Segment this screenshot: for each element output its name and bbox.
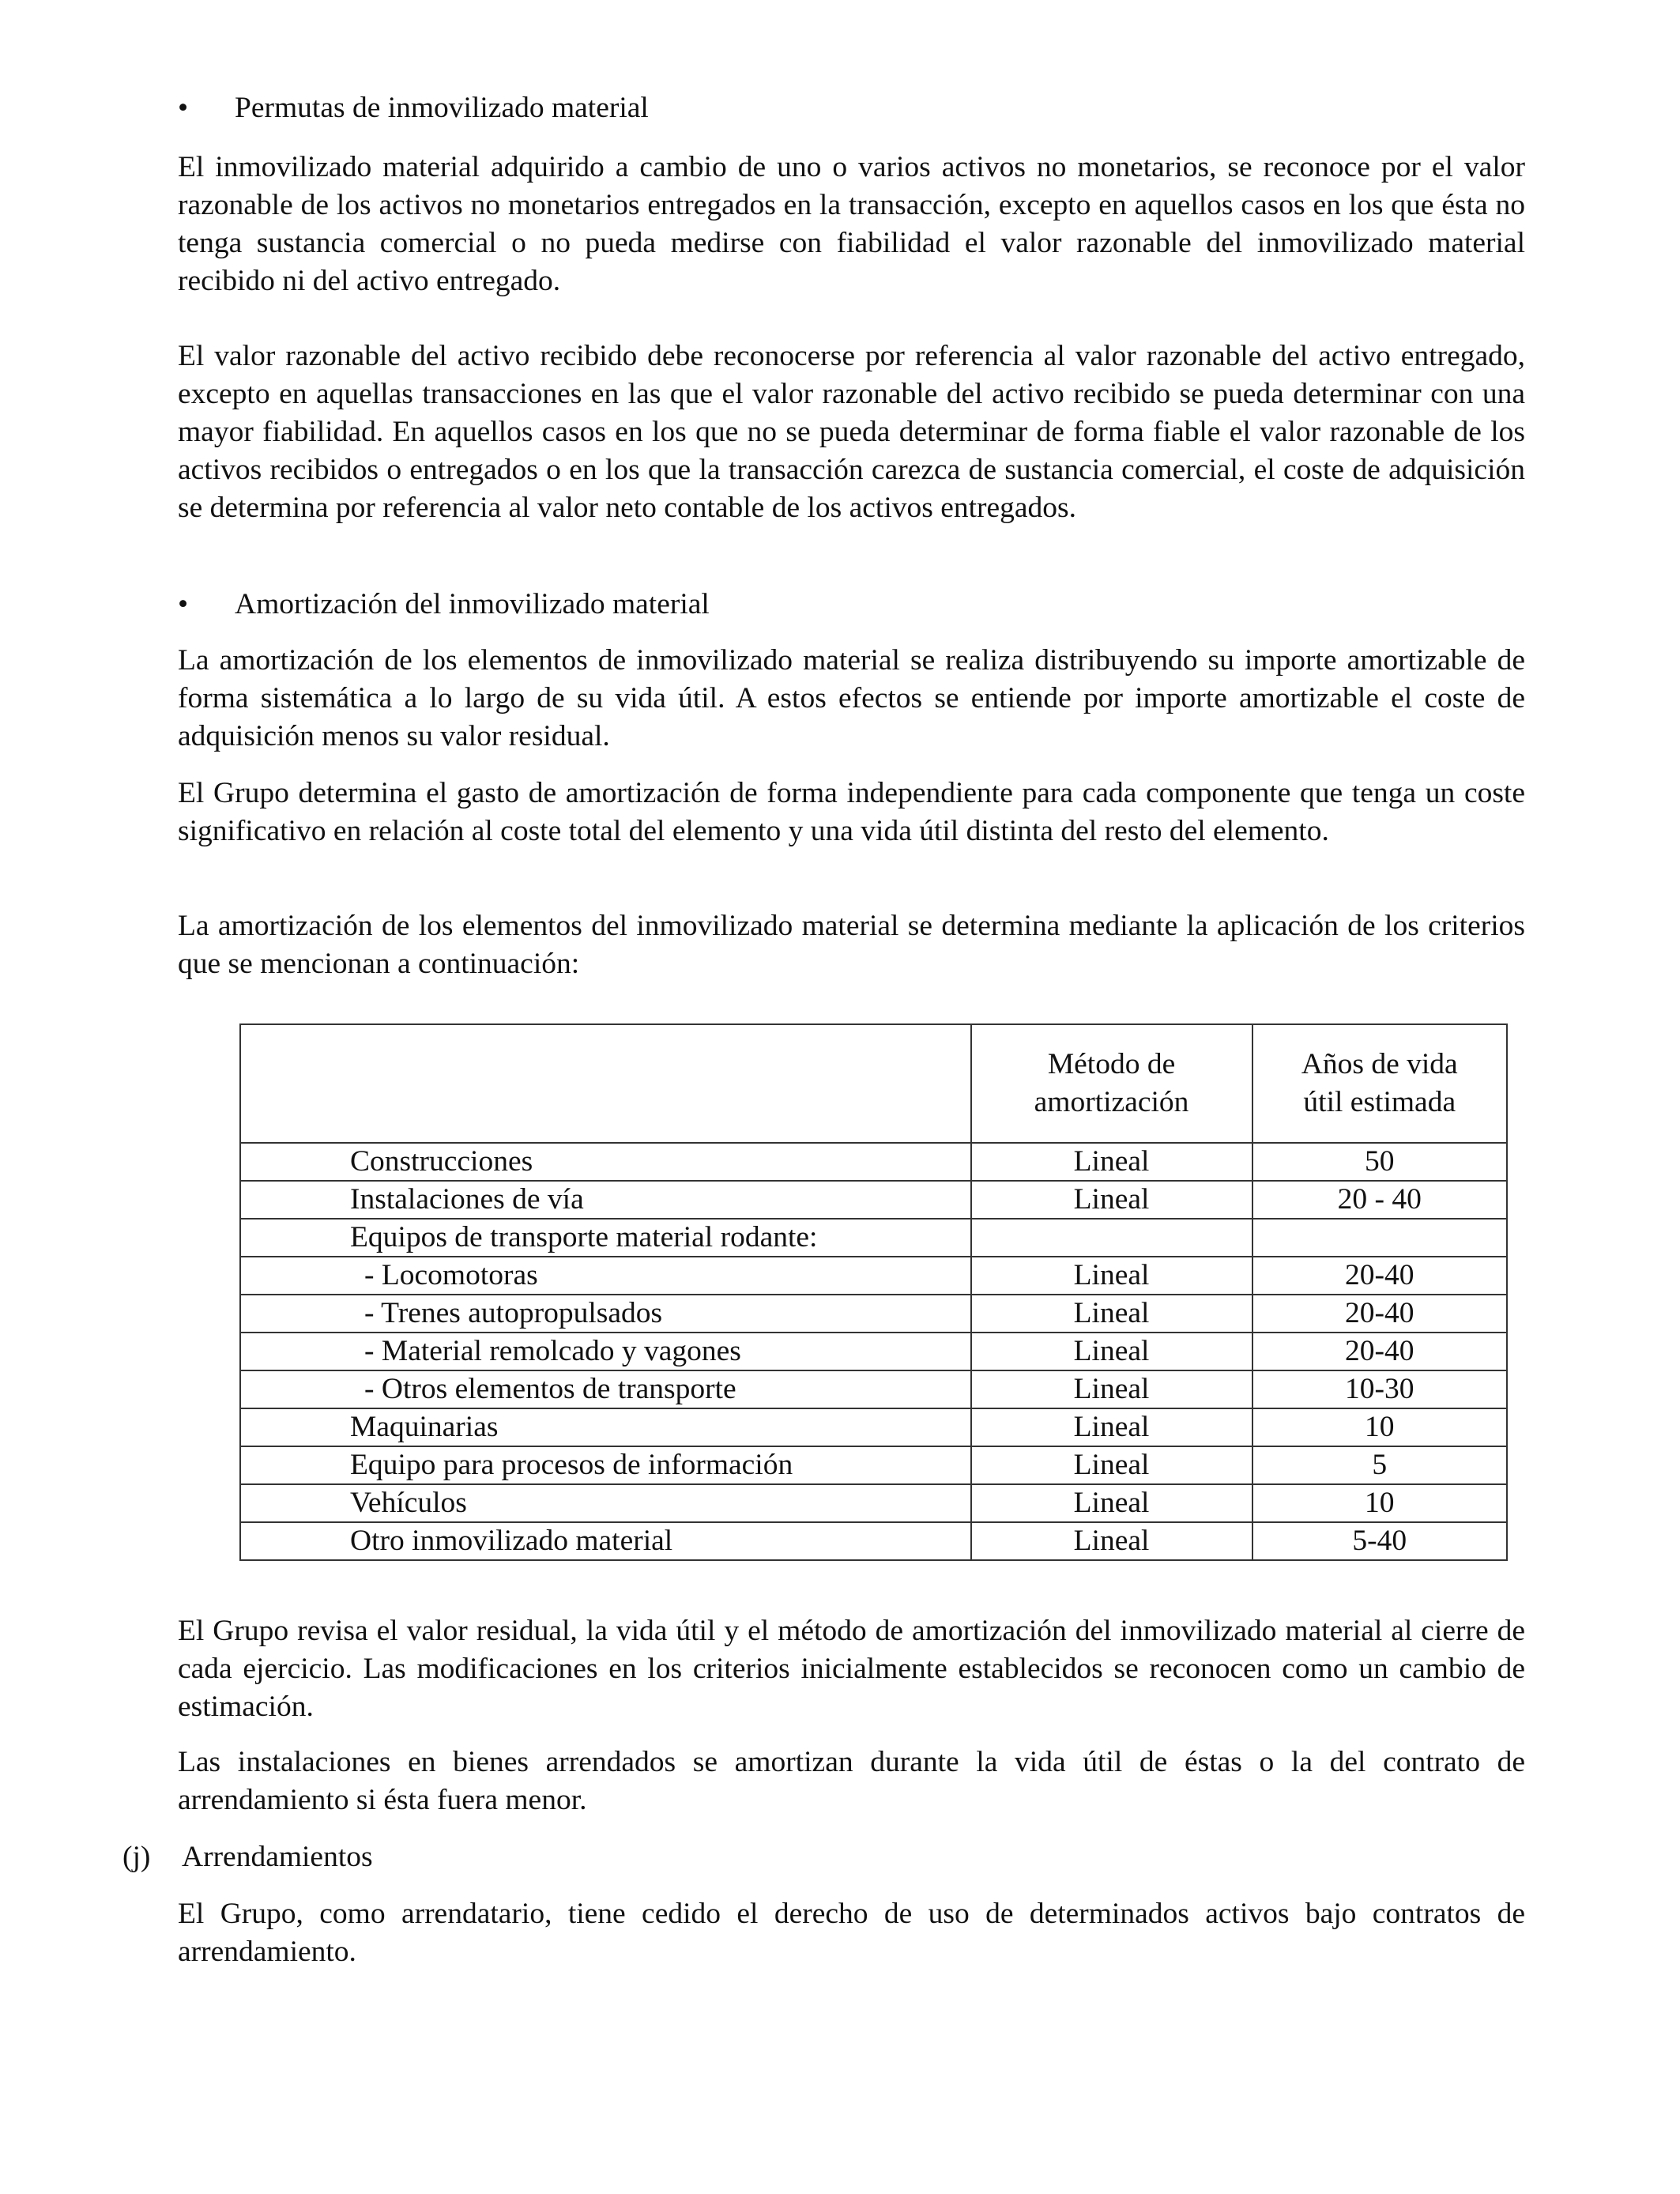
- paragraph-8: El Grupo, como arrendatario, tiene cedido el derecho de uso de determinados activos bajo contratos de arrendamiento.: [178, 1898, 1525, 1968]
- row-method-cell: Lineal: [971, 1484, 1252, 1522]
- row-method-cell: [971, 1219, 1252, 1257]
- table-header-row: [240, 1024, 1507, 1143]
- table-row: [240, 1219, 1507, 1257]
- row-years-cell: [1252, 1219, 1507, 1257]
- row-years-cell: 5: [1252, 1446, 1507, 1484]
- table-row: [240, 1295, 1507, 1333]
- row-label-cell: Maquinarias: [240, 1408, 971, 1446]
- row-method-cell: Lineal: [971, 1333, 1252, 1370]
- paragraph-1: El inmovilizado material adquirido a cambio de uno o varios activos no monetarios, se reconoce por el valor razonable de los activos no monetarios entregados en la transacción, excepto en aquellos casos en los que ésta no tenga sustancia comercial o no pueda medirse con fiabilidad el valor razonable del inmovilizado material recibido ni del activo entregado.: [178, 151, 1525, 297]
- subsection-marker: (j): [122, 1841, 151, 1873]
- row-label-cell: Equipos de transporte material rodante:: [240, 1219, 971, 1257]
- row-method-cell: Lineal: [971, 1446, 1252, 1484]
- paragraph-2: El valor razonable del activo recibido debe reconocerse por referencia al valor razonable del activo entregado, excepto en aquellas transacciones en las que el valor razonable del activo recibido se pueda determinar con una mayor fiabilidad. En aquellos casos en los que no se pueda determinar de forma fiable el valor razonable de los activos recibidos o entregados o en los que la transacción carezca de sustancia comercial, el coste de adquisición se determina por referencia al valor neto contable de los activos entregados.: [178, 340, 1525, 524]
- table-row: [240, 1257, 1507, 1295]
- row-years-cell: 10: [1252, 1408, 1507, 1446]
- row-label-cell: Instalaciones de vía: [240, 1181, 971, 1219]
- depreciation-table: [239, 1023, 1508, 1561]
- row-years-cell: 20 - 40: [1252, 1181, 1507, 1219]
- table-row: [240, 1484, 1507, 1522]
- row-method-cell: Lineal: [971, 1143, 1252, 1181]
- table-row: [240, 1181, 1507, 1219]
- paragraph-4: El Grupo determina el gasto de amortización de forma independiente para cada componente que tenga un coste significativo en relación al coste total del elemento y una vida útil distinta del resto del elemento.: [178, 777, 1525, 847]
- row-label-cell: Equipo para procesos de información: [240, 1446, 971, 1484]
- table-row: [240, 1446, 1507, 1484]
- row-label-cell: Construcciones: [240, 1143, 971, 1181]
- paragraph-5: La amortización de los elementos del inmovilizado material se determina mediante la aplicación de los criterios que se mencionan a continuación:: [178, 910, 1525, 980]
- paragraph-6: El Grupo revisa el valor residual, la vida útil y el método de amortización del inmovilizado material al cierre de cada ejercicio. Las modificaciones en los criterios inicialmente establecidos se reconocen como un cambio de estimación.: [178, 1615, 1525, 1723]
- row-years-cell: 10: [1252, 1484, 1507, 1522]
- table-row: [240, 1143, 1507, 1181]
- row-years-cell: 20-40: [1252, 1295, 1507, 1333]
- row-years-cell: 5-40: [1252, 1522, 1507, 1560]
- row-years-cell: 20-40: [1252, 1257, 1507, 1295]
- row-method-cell: Lineal: [971, 1257, 1252, 1295]
- header-cell-years: Años de vida útil estimada: [1252, 1024, 1507, 1143]
- section-heading-text: Permutas de inmovilizado material: [235, 92, 649, 124]
- paragraph-7: Las instalaciones en bienes arrendados se amortizan durante la vida útil de éstas o la del contrato de arrendamiento si ésta fuera menor.: [178, 1746, 1525, 1816]
- row-label-cell: - Trenes autopropulsados: [240, 1295, 971, 1333]
- row-years-cell: 20-40: [1252, 1333, 1507, 1370]
- table-row: [240, 1408, 1507, 1446]
- row-years-cell: 10-30: [1252, 1370, 1507, 1408]
- row-method-cell: Lineal: [971, 1370, 1252, 1408]
- header-cell-method: Método de amortización: [971, 1024, 1252, 1143]
- table-row: [240, 1333, 1507, 1370]
- row-label-cell: Otro inmovilizado material: [240, 1522, 971, 1560]
- row-label-cell: - Otros elementos de transporte: [240, 1370, 971, 1408]
- row-years-cell: 50: [1252, 1143, 1507, 1181]
- row-label-cell: - Locomotoras: [240, 1257, 971, 1295]
- paragraph-3: La amortización de los elementos de inmovilizado material se realiza distribuyendo su importe amortizable de forma sistemática a lo largo de su vida útil. A estos efectos se entiende por importe amortizable el coste de adquisición menos su valor residual.: [178, 644, 1525, 752]
- section-heading-text: Amortización del inmovilizado material: [235, 588, 710, 620]
- row-method-cell: Lineal: [971, 1295, 1252, 1333]
- subsection-heading-text: Arrendamientos: [182, 1841, 373, 1873]
- table-row: [240, 1522, 1507, 1560]
- header-cell-empty: [240, 1024, 971, 1143]
- bullet: •: [178, 92, 189, 124]
- table-row: [240, 1370, 1507, 1408]
- row-method-cell: Lineal: [971, 1181, 1252, 1219]
- row-label-cell: Vehículos: [240, 1484, 971, 1522]
- bullet: •: [178, 588, 189, 620]
- row-label-cell: - Material remolcado y vagones: [240, 1333, 971, 1370]
- row-method-cell: Lineal: [971, 1522, 1252, 1560]
- row-method-cell: Lineal: [971, 1408, 1252, 1446]
